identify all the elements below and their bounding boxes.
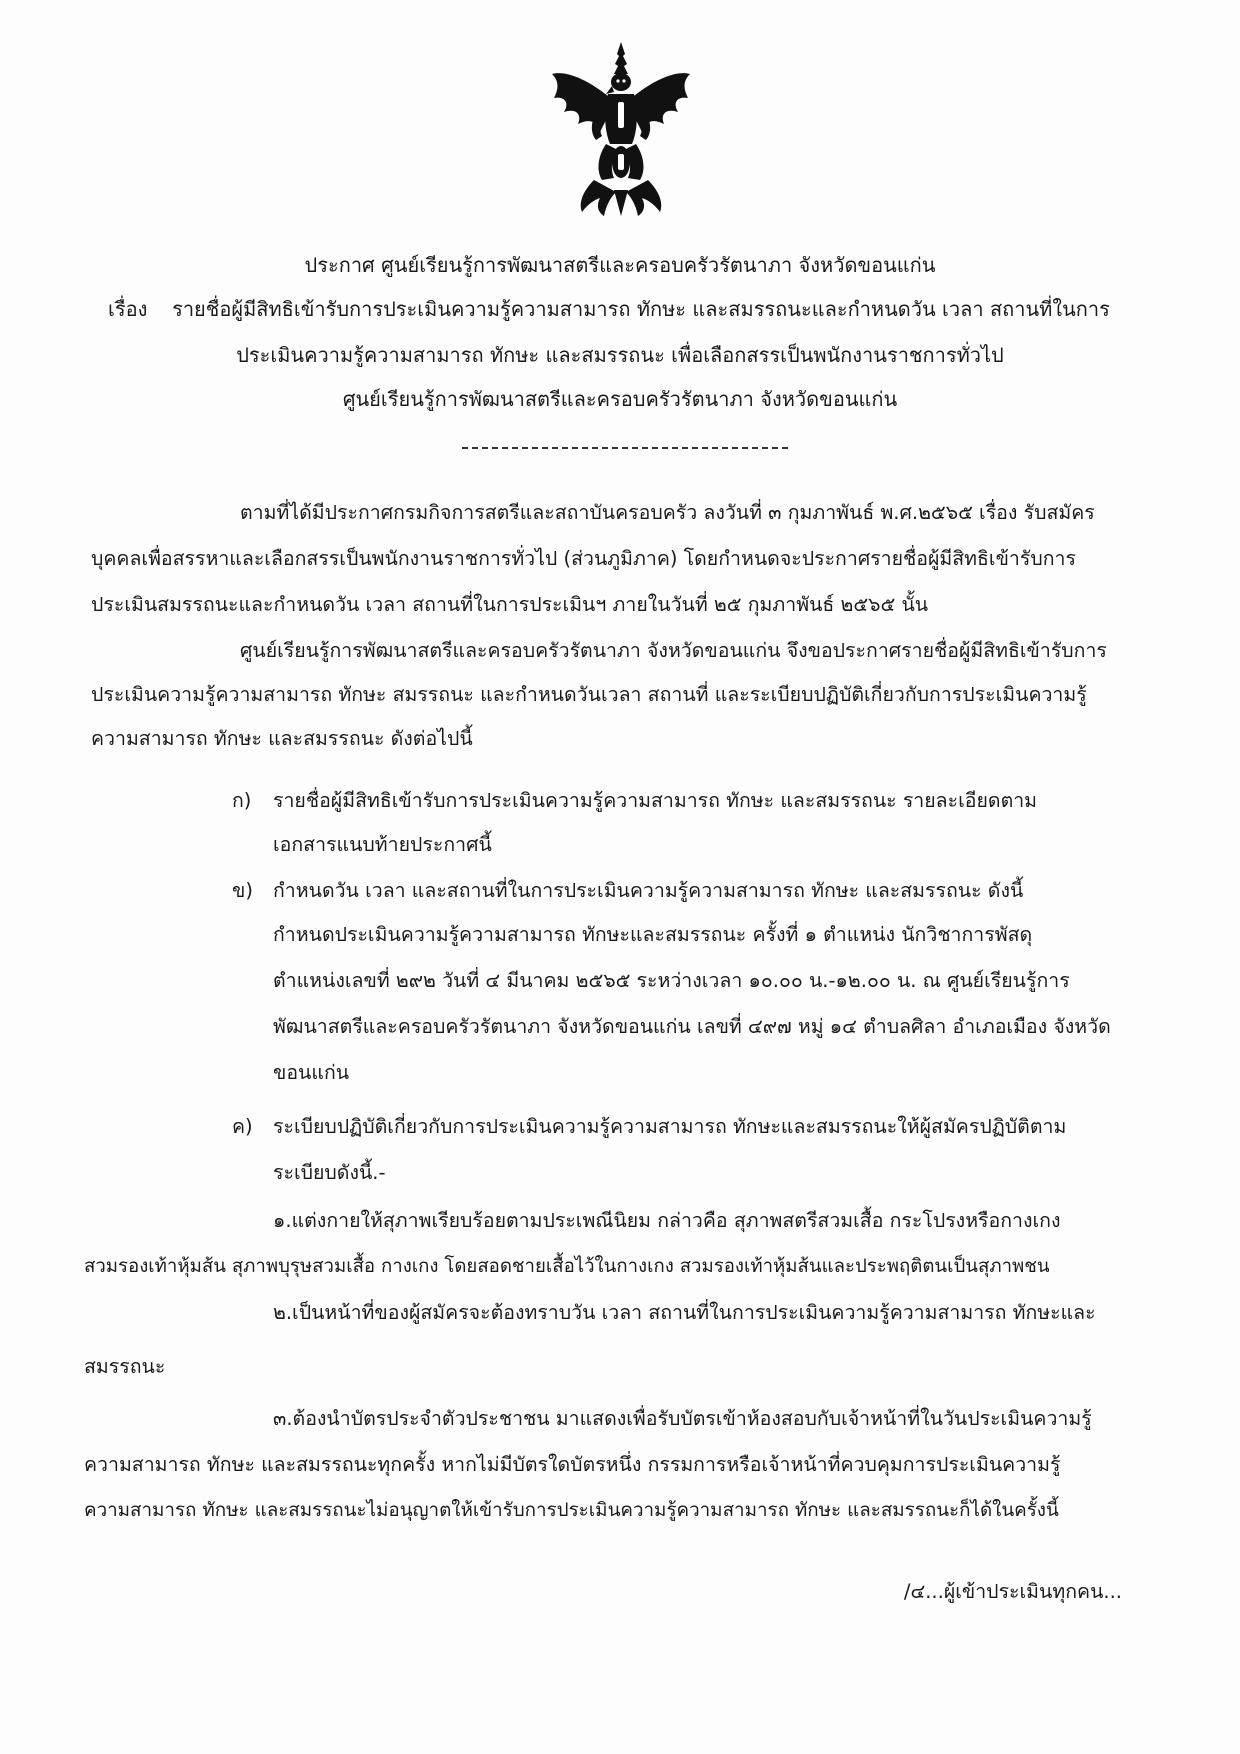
item-a-marker: ก): [232, 789, 252, 812]
rule-3-line-2: ความสามารถ ทักษะ และสมรรถนะทุกครั้ง หากไม่มีบัตรใดบัตรหนึ่ง กรรมการหรือเจ้าหน้าที่ควบคุมการประเมินความรู้: [84, 1453, 1061, 1476]
rule-1-line-2: สวมรองเท้าหุ้มส้น สุภาพบุรุษสวมเสื้อ กางเกง โดยสอดชายเสื้อไว้ในกางเกง สวมรองเท้าหุ้มส้นและประพฤติตนเป็นสุภาพชน: [84, 1256, 1050, 1277]
item-b-line-5: ขอนแก่น: [273, 1061, 350, 1084]
rule-2-line-2: สมรรถนะ: [84, 1355, 166, 1378]
rule-1-line-1: ๑.แต่งกายให้สุภาพเรียบร้อยตามประเพณีนิยม กล่าวคือ สุภาพสตรีสวมเสื้อ กระโปรงหรือกางเกง: [273, 1209, 1061, 1232]
item-c-line-2: ระเบียบดังนี้.-: [273, 1161, 386, 1184]
item-a-line-1: รายชื่อผู้มีสิทธิเข้ารับการประเมินความรู้ความสามารถ ทักษะ และสมรรถนะ รายละเอียดตาม: [273, 789, 1038, 812]
item-b-marker: ข): [232, 879, 253, 902]
intro-line-3: ประเมินสมรรถนะและกำหนดวัน เวลา สถานที่ในการประเมินฯ ภายในวันที่ ๒๕ กุมภาพันธ์ ๒๕๖๕ นั้น: [91, 593, 929, 616]
rule-3-line-1: ๓.ต้องนำบัตรประจำตัวประชาชน มาแสดงเพื่อรับบัตรเข้าห้องสอบกับเจ้าหน้าที่ในวันประเมินความรู้: [273, 1407, 1092, 1430]
subject-label: เรื่อง: [108, 297, 148, 321]
item-b-line-3: ตำแหน่งเลขที่ ๒๙๒ วันที่ ๔ มีนาคม ๒๕๖๕ ระหว่างเวลา ๑๐.๐๐ น.-๑๒.๐๐ น. ณ ศูนย์เรียนรู้การ: [273, 969, 1070, 992]
item-c-line-1: ระเบียบปฏิบัติเกี่ยวกับการประเมินความรู้ความสามารถ ทักษะและสมรรถนะให้ผู้สมัครปฏิบัติตาม: [273, 1115, 1067, 1138]
item-a-line-2: เอกสารแนบท้ายประกาศนี้: [273, 833, 492, 856]
rule-3-line-3: ความสามารถ ทักษะ และสมรรถนะไม่อนุญาตให้เข้ารับการประเมินความรู้ความสามารถ ทักษะ และสมรรถนะก็ได้ในครั้งนี้: [84, 1500, 1059, 1521]
rule-2-line-1: ๒.เป็นหน้าที่ของผู้สมัครจะต้องทราบวัน เวลา สถานที่ในการประเมินความรู้ความสามารถ ทักษะและ: [273, 1301, 1096, 1324]
title-divider: [462, 447, 788, 449]
intro-line-2: บุคคลเพื่อสรรหาและเลือกสรรเป็นพนักงานราชการทั่วไป (ส่วนภูมิภาค) โดยกำหนดจะประกาศรายชื่อผู้มีสิทธิเข้ารับการ: [91, 547, 1076, 570]
item-c-marker: ค): [232, 1115, 253, 1138]
subject-line: [108, 294, 1110, 324]
announce-line-2: ประเมินความรู้ความสามารถ ทักษะ สมรรถนะ และกำหนดวันเวลา สถานที่ และระเบียบปฏิบัติเกี่ยวกับการประเมินความรู้: [91, 683, 1087, 706]
announce-line-1: ศูนย์เรียนรู้การพัฒนาสตรีและครอบครัวรัตนาภา จังหวัดขอนแก่น จึงขอประกาศรายชื่อผู้มีสิทธิเข้ารับการ: [240, 639, 1107, 662]
page-continuation: /๔...ผู้เข้าประเมินทุกคน...: [903, 1580, 1122, 1603]
item-b-line-1: กำหนดวัน เวลา และสถานที่ในการประเมินความรู้ความสามารถ ทักษะ และสมรรถนะ ดังนี้: [273, 879, 1024, 902]
garuda-emblem-icon: [548, 40, 694, 218]
organization-name: ศูนย์เรียนรู้การพัฒนาสตรีและครอบครัวรัตนาภา จังหวัดขอนแก่น: [342, 387, 898, 411]
intro-line-1: ตามที่ได้มีประกาศกรมกิจการสตรีและสถาบันครอบครัว ลงวันที่ ๓ กุมภาพันธ์ พ.ศ.๒๕๖๕ เรื่อง รับสมัคร: [240, 501, 1095, 524]
announce-line-3: ความสามารถ ทักษะ และสมรรถนะ ดังต่อไปนี้: [91, 727, 473, 750]
announcement-heading: ประกาศ ศูนย์เรียนรู้การพัฒนาสตรีและครอบครัวรัตนาภา จังหวัดขอนแก่น: [304, 253, 936, 277]
subject-continuation: ประเมินความรู้ความสามารถ ทักษะ และสมรรถนะ เพื่อเลือกสรรเป็นพนักงานราชการทั่วไป: [236, 343, 1004, 367]
item-b-line-2: กำหนดประเมินความรู้ความสามารถ ทักษะและสมรรถนะ ครั้งที่ ๑ ตำแหน่ง นักวิชาการพัสดุ: [273, 923, 1033, 946]
subject-text: รายชื่อผู้มีสิทธิเข้ารับการประเมินความรู้ความสามารถ ทักษะ และสมรรถนะและกำหนดวัน เวลา สถานที่ในการ: [172, 297, 1110, 321]
item-b-line-4: พัฒนาสตรีและครอบครัวรัตนาภา จังหวัดขอนแก่น เลขที่ ๔๙๗ หมู่ ๑๔ ตำบลศิลา อำเภอเมือง จังหวัด: [273, 1015, 1111, 1038]
